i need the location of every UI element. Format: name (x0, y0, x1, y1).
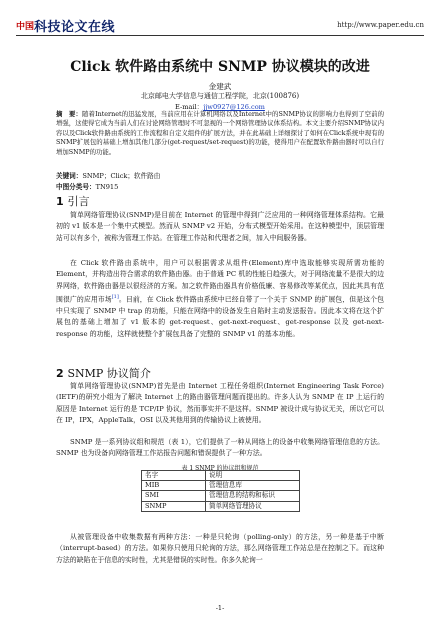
section-heading-2 (56, 365, 151, 381)
abstract-label: 摘 要： (56, 110, 83, 118)
table-row (142, 491, 300, 501)
classification-number: TN915 (95, 183, 119, 191)
paper-title: Click 软件路由系统中 SNMP 协议模块的改进 (70, 59, 370, 75)
table-cell: MIB (142, 481, 206, 491)
section-number: 1 (56, 195, 64, 208)
table-row (142, 481, 300, 491)
paragraph (56, 258, 384, 340)
paragraph: 简单网络管理协议(SNMP)首先是由 Internet 工程任务组织(Internet Engineering Task Force)(IETF)的研究小组为了解决 Internet 上的路由器管理问题而提出的。许多人认为 SNMP 在 IP 上运行的原因是 Internet 运行的是 TCP/IP 协议，然而事实并不是这样。SNMP 被设计成与协议无关，所以它可以在 IP，IPX，AppleTalk，OSI 以及其他用到的传输协议上被使用。 (56, 382, 384, 425)
table-cell: 简单网络管理协议 (206, 501, 300, 511)
table-cell: SMI (142, 491, 206, 501)
table-caption: 表 1 SNMP 的协议组和规范 (181, 465, 259, 472)
paper-author: 金建武 (208, 82, 232, 91)
citation-link[interactable]: [1] (111, 294, 119, 301)
site-header (16, 16, 424, 36)
abstract-text: 随着Internet的迅猛发展，当前应用在计算机网络以及Internet中的SNMP协议的影响力也得到了空前的增强，这使得它成为当前人们在讨论网络管理时不可忽视的一个网络管理协议体系结构。本文主要介绍SNMP协议内容以及Click软件路由系统的工作流程和自定义组件的扩展方法，并在此基础上详细探讨了如何在Click系统中现有的SNMP扩展包的基础上增加其他几部分(get-request/set-request)的功能，使得用户在配置软件路由器时可以自行增加SNMP的功能。 (56, 110, 384, 156)
author-email-link[interactable]: jjw0927@126.com (203, 103, 265, 111)
keywords (56, 170, 384, 180)
table-cell: SNMP (142, 501, 206, 511)
paper-affiliation: 北京邮电大学信息与通信工程学院，北京(100876) (140, 92, 300, 100)
paragraph: 简单网络管理协议(SNMP)是目前在 Internet 的管理中得到广泛应用的一种网络管理体系结构。它最初的 v1 版本是一个集中式模型。然而从 SNMP v2 开始，分布式模型开始采用。在这种模型中，顶层管理站可以有多个，被称为管理工作站。在管理工作站和代理者之间，加入中间服务器。 (56, 211, 384, 242)
email-label: E-mail： (175, 103, 204, 111)
paragraph: 从被管理设备中收集数据有两种方法：一种是只轮询（polling-only）的方法，另一种是基于中断（interrupt-based）的方法。如果你只使用只轮询的方法，那么网络管理工作站总是在控制之下。而这种方法的缺陷在于信息的实时性，尤其是错误的实时性。你多久轮询一 (56, 533, 384, 564)
table-header-cell: 名字 (142, 471, 206, 481)
classification-label: 中图分类号： (56, 183, 96, 191)
paragraph-text: 在 Click 软件路由系统中，用户可以根据需求从组件(Element)库中选取能够实现所需功能的 Element，并构造出符合需求的软件路由器。由于普通 PC 机的性能日趋强大，对于网络流量不是很大的边界网络，软件路由器是以很经济的方案。加之软件路由器具有价格低廉、容易修改等某优点，因此其具有范围很广的应用市场 (56, 259, 384, 304)
table-header-cell: 说明 (206, 471, 300, 481)
table-cell: 管理信息的结构和标识 (206, 491, 300, 501)
logo-zh-text: 中国 (16, 21, 35, 32)
section-title: SNMP 协议简介 (67, 367, 151, 380)
classification (56, 181, 384, 191)
table-row (142, 501, 300, 511)
protocol-table (141, 470, 300, 512)
paragraph-text: 。目前，在 Click 软件路由系统中已经自带了一个关于 SNMP 的扩展包，但是这个包中只实现了 SNMP 中 trap 的功能，只能在网络中的设备发生自陷时主动发送报告。因此本文将在这个扩展包的基础上增加了 v1 版本的 get-request、get-next-request、get-response 以及 get-next-response 的功能，这样就使整个扩展包具备了完整的 SNMP v1 的基本功能。 (56, 295, 384, 338)
site-url[interactable]: http://www.paper.edu.cn (337, 21, 424, 29)
section-heading-1 (56, 193, 90, 209)
logo-main-text: 科技论文在线 (34, 19, 116, 35)
keywords-text: SNMP；Click；软件路由 (82, 172, 161, 180)
page-number: -1- (215, 604, 225, 612)
site-logo[interactable] (16, 16, 115, 34)
table-header-row (142, 471, 300, 481)
paragraph: SNMP 是一系列协议组和规范（表 1），它们提供了一种从网络上的设备中收集网络管理信息的方法。SNMP 也为设备向网络管理工作站报告问题和错误提供了一种方法。 (56, 438, 384, 458)
keywords-label: 关键词： (56, 172, 83, 180)
section-title: 引言 (67, 195, 90, 208)
section-number: 2 (56, 367, 64, 380)
abstract (56, 110, 384, 157)
table-cell: 管理信息库 (206, 481, 300, 491)
